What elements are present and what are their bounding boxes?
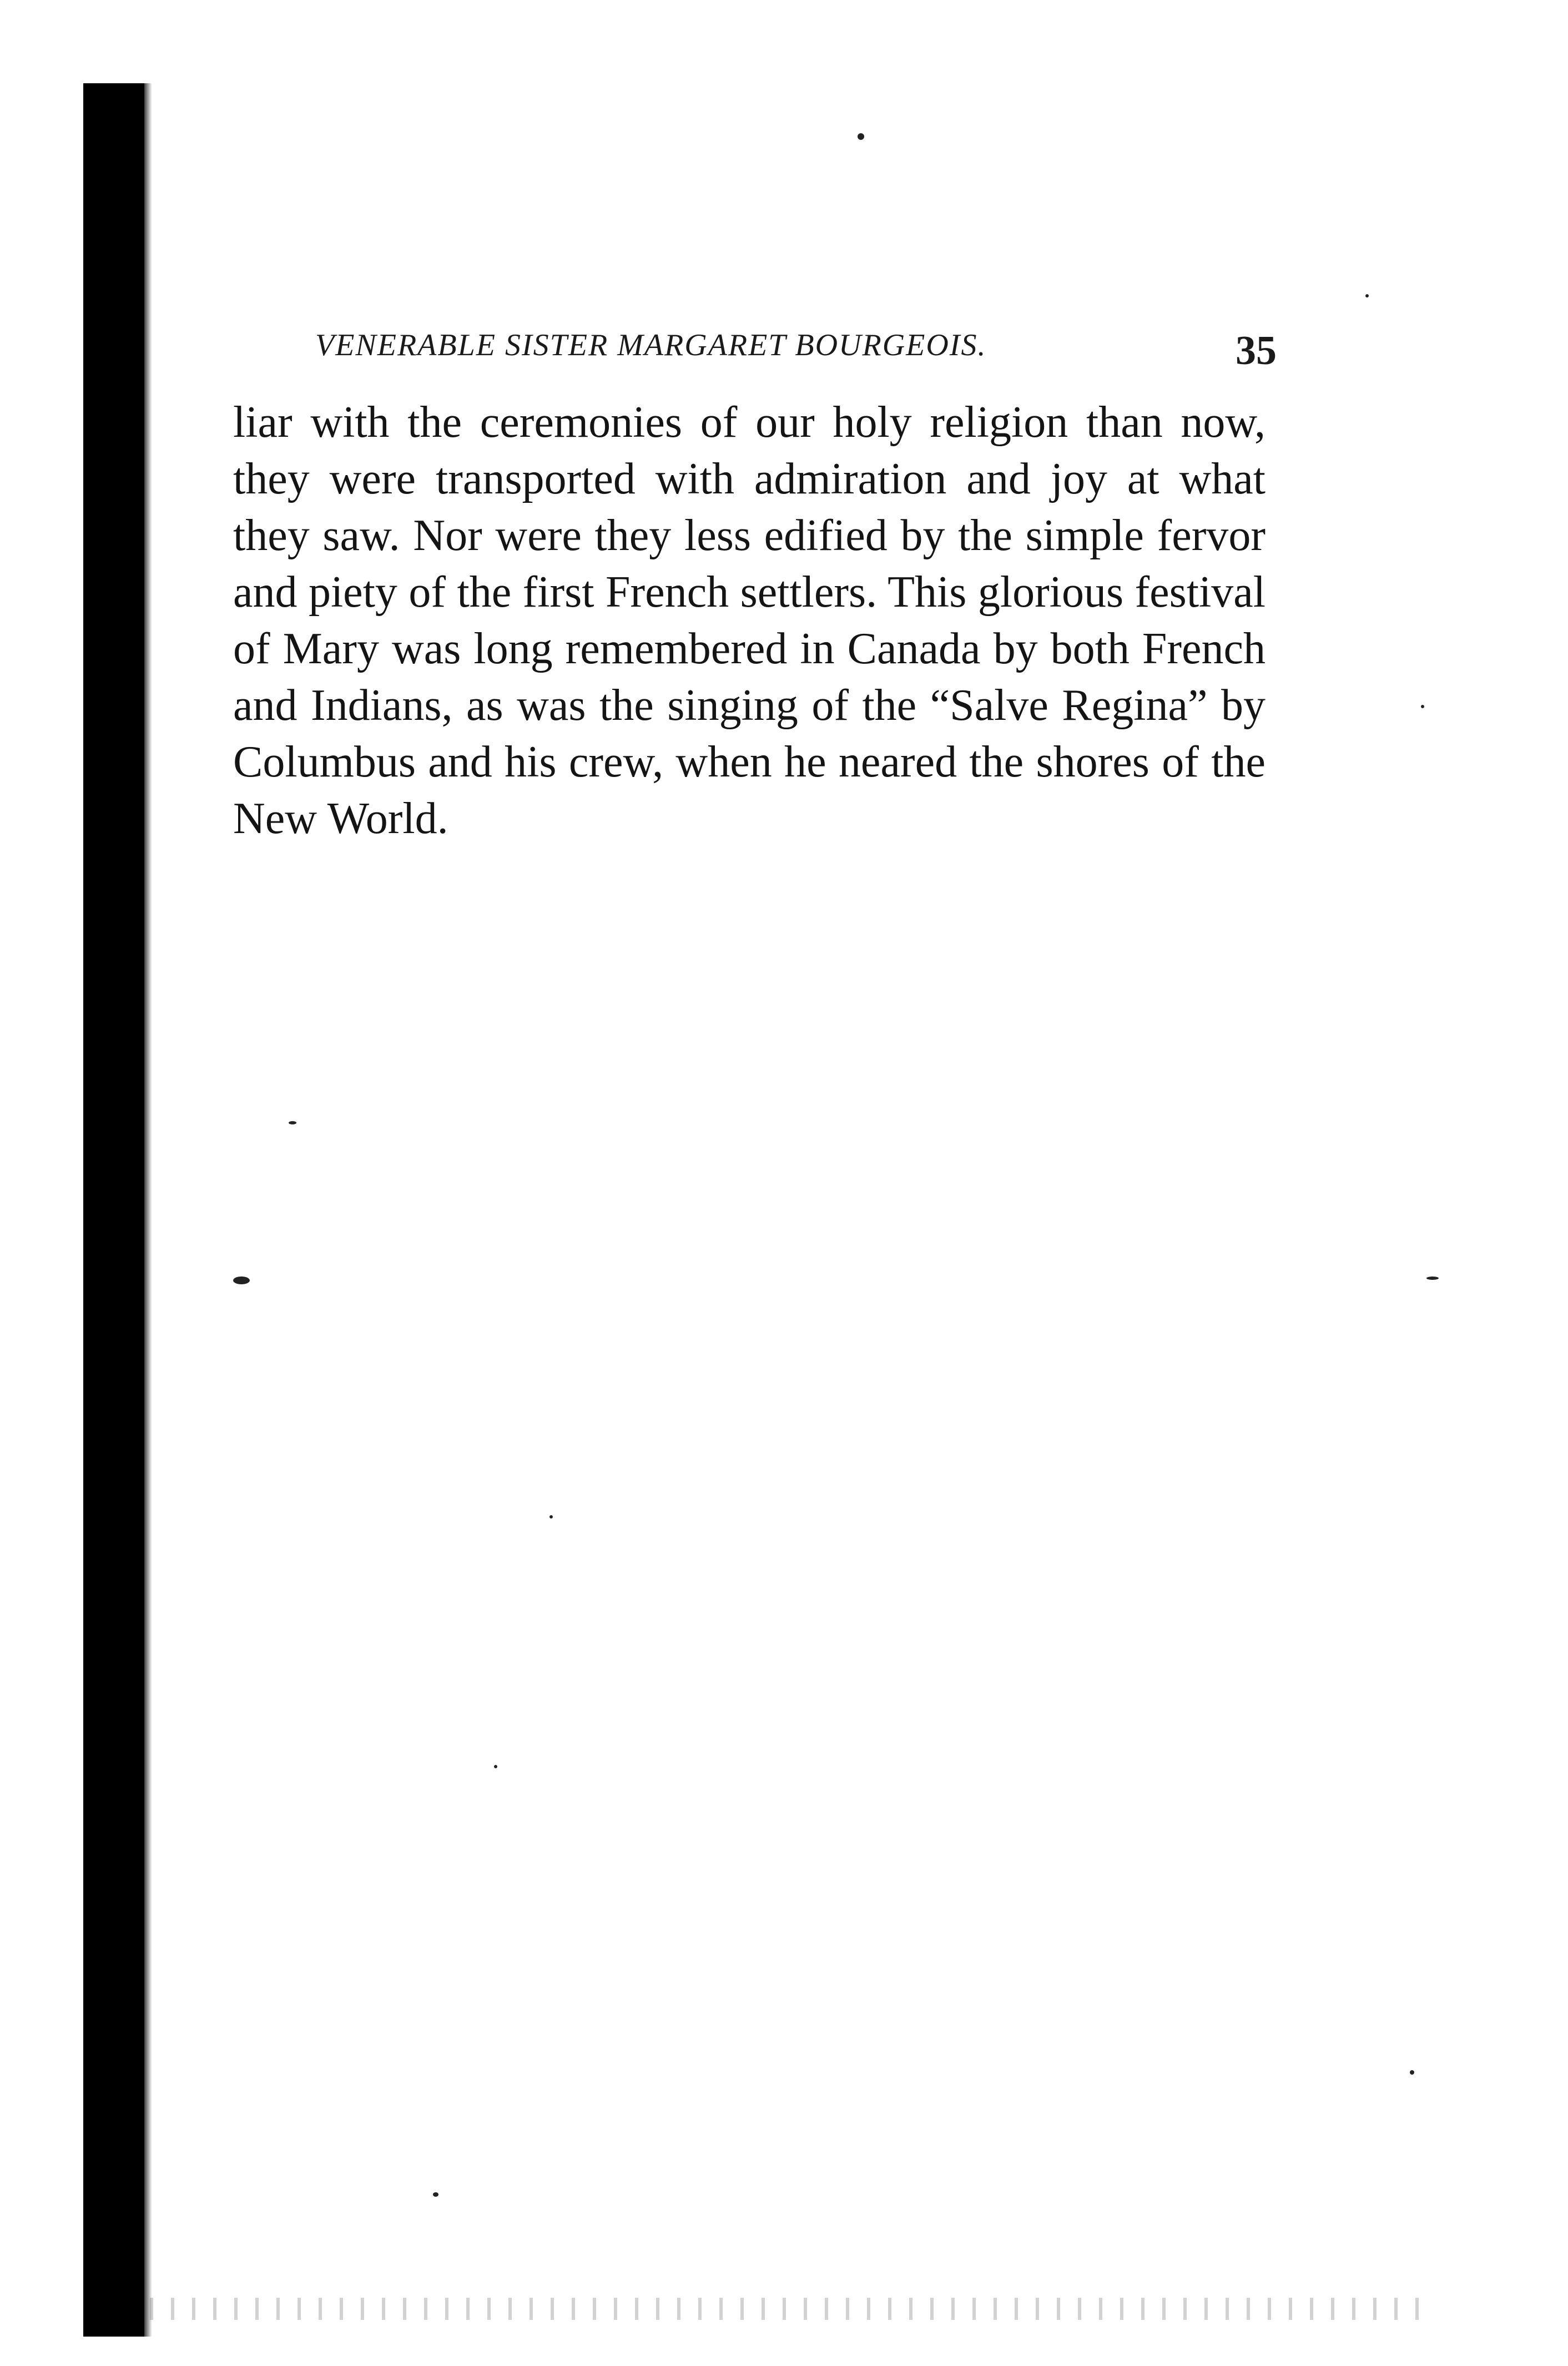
scan-speck <box>494 1765 497 1768</box>
page-number: 35 <box>1236 328 1277 374</box>
scan-speck <box>858 133 864 140</box>
scan-speck <box>1365 294 1369 297</box>
scan-speck <box>233 1277 250 1284</box>
scan-speck <box>1410 2070 1414 2075</box>
running-header <box>233 311 1277 377</box>
body-text <box>233 394 1266 847</box>
paragraph: liar with the ceremonies of our holy religion than now, they were transported with admiration and joy at what they saw. Nor were they less edified by the simple fervor and piety of the first French settlers. This glorious festival of Mary was long remembered in Canada by both French and Indians, as was the singing of the “Salve Regina” by Columbus and his crew, when he neared the shores of the New World. <box>233 398 1266 843</box>
running-title: VENERABLE SISTER MARGARET BOURGEOIS. <box>315 328 987 362</box>
scan-speck <box>289 1121 296 1124</box>
book-spine-shadow <box>83 83 144 2337</box>
scan-speck <box>1426 1277 1439 1280</box>
scan-speck <box>433 2192 438 2197</box>
book-page <box>233 311 1277 847</box>
scan-speck <box>1421 705 1424 708</box>
scan-noise <box>150 2298 1426 2320</box>
scan-speck <box>549 1515 553 1519</box>
